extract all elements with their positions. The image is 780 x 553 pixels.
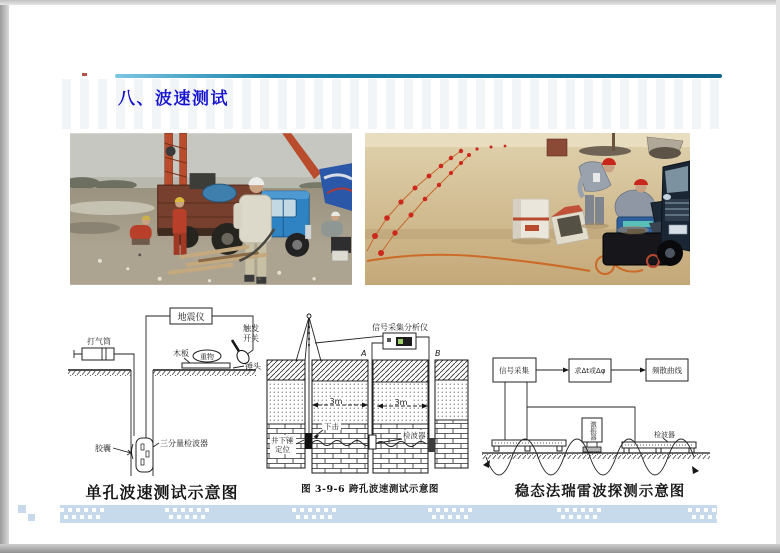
svg-text:3m: 3m — [329, 397, 343, 406]
svg-text:信号采集: 信号采集 — [499, 366, 529, 375]
board-label: 木板 — [173, 349, 189, 358]
svg-text:频散曲线: 频散曲线 — [652, 366, 682, 375]
weight-label: 重物 — [200, 353, 214, 361]
diagram-rayleigh — [482, 330, 718, 501]
svg-text:定位: 定位 — [275, 445, 290, 454]
title-underline — [115, 74, 722, 78]
hole-b-label: B — [435, 349, 441, 358]
red-mark — [82, 73, 87, 76]
band-lead-square — [28, 514, 35, 521]
seismograph-label: 地震仪 — [177, 313, 205, 323]
three-comp-geophone — [132, 438, 154, 472]
capsule-label: 胶囊 — [95, 444, 111, 453]
hole-a-label: A — [361, 349, 367, 358]
diagram-cross-hole — [265, 303, 475, 495]
analyzer-box — [383, 333, 416, 349]
geophone-b — [428, 438, 435, 452]
svg-text:井下锤: 井下锤 — [271, 436, 294, 445]
page-title: 八、波速测试 — [118, 89, 229, 109]
geophone-label: 三分量检波器 — [160, 439, 208, 448]
svg-text:检波器: 检波器 — [403, 431, 426, 440]
ground-surface — [68, 370, 256, 376]
dot-cluster — [557, 508, 603, 520]
diagram-single-hole — [62, 300, 262, 503]
caption-cross-hole: 图 3-9-6 跨孔波速测试示意图 — [301, 484, 439, 495]
frame-bottom — [0, 544, 780, 553]
ground-line — [482, 453, 710, 459]
frame-left — [0, 0, 9, 553]
hammer-label: 锤头 — [245, 362, 261, 371]
svg-text:下击: 下击 — [324, 422, 339, 431]
caption-single-hole: 单孔波速测试示意图 — [85, 483, 239, 502]
dot-cluster — [688, 508, 717, 520]
svg-text:3m: 3m — [394, 398, 408, 407]
band-lead-square — [18, 505, 26, 513]
frame-right — [776, 0, 780, 553]
photo-drilling-rig — [70, 133, 352, 285]
geophone-label-right: 检波器 — [654, 431, 675, 439]
photo-sand-survey — [365, 133, 690, 285]
downhole-hammer — [305, 433, 312, 449]
air-pump — [74, 348, 114, 360]
air-pump-label: 打气筒 — [87, 337, 111, 346]
trigger-label-1: 触发 — [243, 324, 259, 333]
analyzer-label: 信号采集分析仪 — [372, 323, 428, 332]
geophone-beam-left — [492, 440, 566, 451]
downhole-cable — [146, 316, 170, 438]
frame-top — [0, 0, 780, 5]
bottom-decor-band — [60, 505, 717, 523]
geophone-a — [369, 435, 376, 449]
signal-line-3 — [527, 407, 635, 442]
trigger-label-2: 开关 — [243, 334, 259, 343]
dot-cluster — [60, 508, 106, 520]
dot-cluster — [292, 508, 338, 520]
dot-cluster — [165, 508, 211, 520]
caption-rayleigh: 稳态法瑞雷波探测示意图 — [514, 483, 686, 500]
svg-text:求Δt或Δφ: 求Δt或Δφ — [574, 367, 606, 375]
wood-board — [182, 363, 230, 368]
dot-cluster — [428, 508, 474, 520]
exciter-label: 激振器 — [589, 421, 597, 441]
geophone-beam-right — [622, 442, 696, 453]
soil-columns — [267, 360, 468, 473]
trigger-line — [315, 336, 383, 343]
